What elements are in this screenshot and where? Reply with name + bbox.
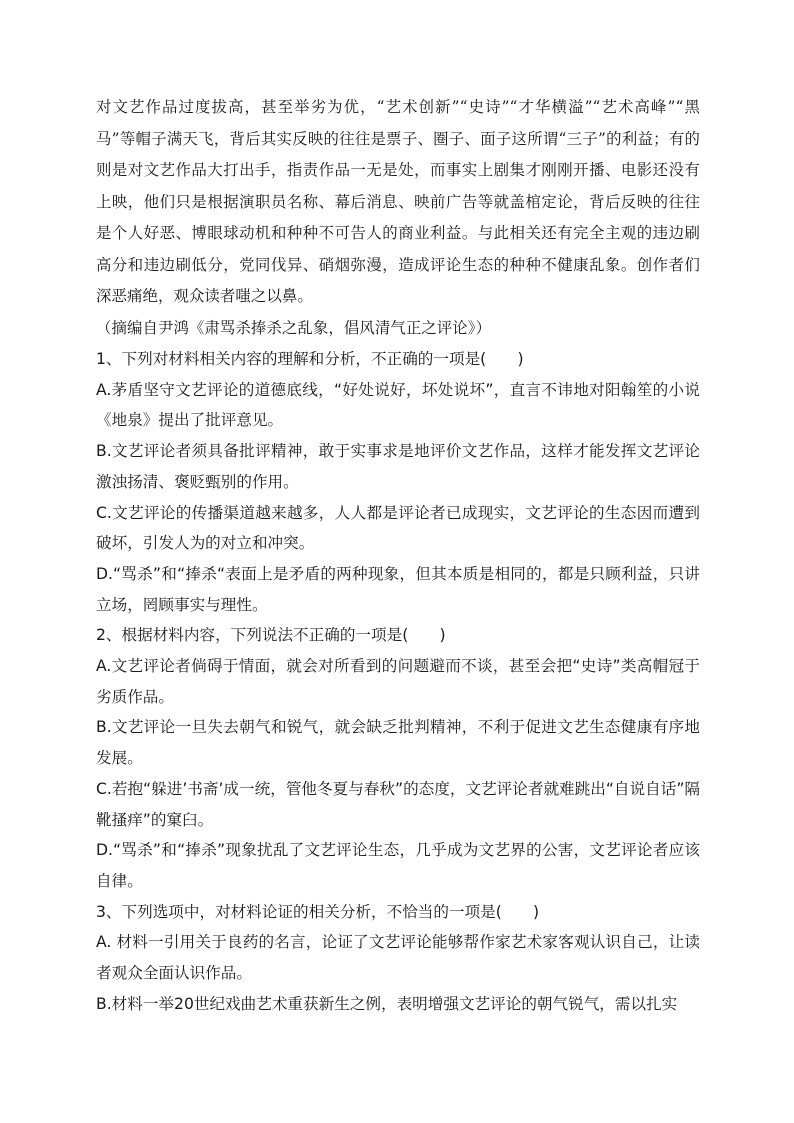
option-b: B.材料一举20世纪戏曲艺术重获新生之例，表明增强文艺评论的朝气锐气，需以扎实: [96, 994, 678, 1013]
option-a: A. 材料一引用关于良药的名言，论证了文艺评论能够帮作家艺术家客观认识自己，让读者观众全面认识作品。: [96, 933, 700, 983]
option-c: C.若抱“躲进’书斋’成一统，管他冬夏与春秋”的态度，文艺评论者就难跳出“自说自话”隔靴搔痒”的窠臼。: [96, 779, 700, 829]
option-d: D.“骂杀”和“捧杀“表面上是矛盾的两种现象，但其本质是相同的，都是只顾利益，只讲立场，罔顾事实与理性。: [96, 564, 700, 614]
option-c: C.文艺评论的传播渠道越来越多，人人都是评论者已成现实，文艺评论的生态因而遭到破坏，引发人为的对立和冲突。: [96, 503, 700, 553]
option-b: B.文艺评论一旦失去朝气和锐气，就会缺乏批判精神，不利于促进文艺生态健康有序地发展。: [96, 718, 700, 768]
question-3: [96, 897, 700, 1020]
question-stem: 2、根据材料内容，下列说法不正确的一项是( ): [96, 626, 446, 645]
document-page: [96, 92, 700, 1019]
question-2: [96, 620, 700, 896]
option-a: A.茅盾坚守文艺评论的道德底线，“好处说好，坏处说坏”，直言不讳地对阳翰笙的小说《地泉》提出了批评意见。: [96, 380, 700, 430]
option-b: B.文艺评论者须具备批评精神，敢于实事求是地评价文艺作品，这样才能发挥文艺评论激浊扬清、褒贬甄别的作用。: [96, 442, 700, 491]
material-paragraph: 对文艺作品过度拔高，甚至举劣为优，“艺术创新”“史诗”“才华横溢”“艺术高峰”“黑马”等帽子满天飞，背后其实反映的往往是票子、圈子、面子这所谓“三子”的利益；有的则是对文艺作品大打出手，指责作品一无是处，而事实上剧集才刚刚开播、电影还没有上映，他们只是根据演职员名称、幕后消息、映前广告等就盖棺定论，背后反映的往往是个人好恶、博眼球动机和种种不可告人的商业利益。与此相关还有完全主观的违边刷高分和违边刷低分，党同伐异、硝烟弥漫，造成评论生态的种种不健康乱象。创作者们深恶痛绝，观众读者嗤之以鼻。: [96, 98, 700, 305]
question-1: [96, 344, 700, 620]
reading-material: [96, 92, 700, 344]
question-stem: 3、下列选项中，对材料论证的相关分析，不恰当的一项是( ): [96, 902, 540, 921]
option-d: D.“骂杀”和“捧杀”现象扰乱了文艺评论生态，几乎成为文艺界的公害，文艺评论者应该自律。: [96, 841, 700, 890]
question-stem: 1、下列对材料相关内容的理解和分析，不正确的一项是( ): [96, 350, 524, 368]
material-source: （摘编自尹鸿《肃骂杀捧杀之乱象，倡风清气正之评论》）: [96, 318, 492, 337]
option-a: A.文艺评论者倘碍于情面，就会对所看到的问题避而不谈，甚至会把“史诗”类高帽冠于劣质作品。: [96, 657, 700, 706]
